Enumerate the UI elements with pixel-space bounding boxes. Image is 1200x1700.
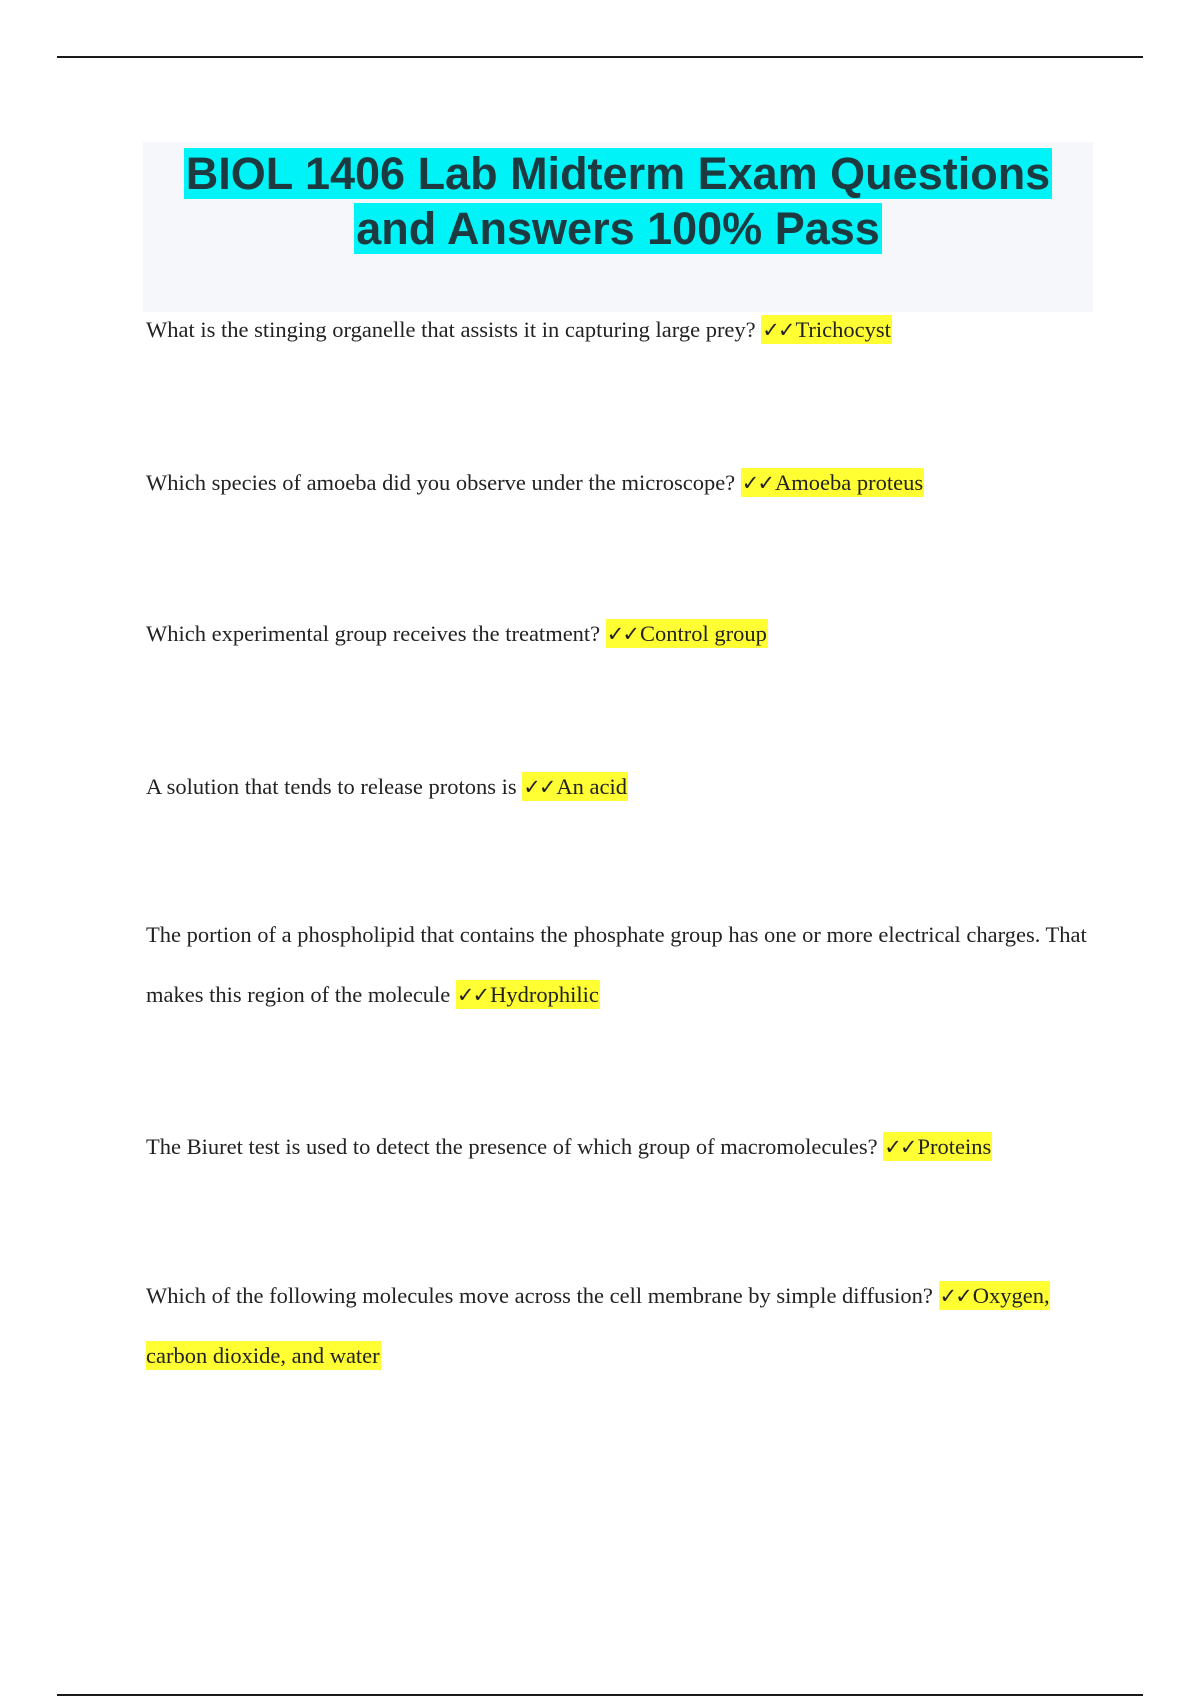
document-title [143,142,1093,256]
answer-highlight [606,619,768,648]
double-check-icon: ✓✓ [762,318,794,342]
double-check-icon: ✓✓ [523,775,555,799]
answer-text: Control group [640,621,767,646]
qa-item [146,604,1106,664]
answer-highlight [761,315,892,344]
qa-item [146,453,1106,513]
answer-highlight [522,772,628,801]
question-text: Which species of amoeba did you observe under the microscope? [146,470,736,495]
question-text: The portion of a phospholipid that contains the phosphate group has one or more electrical charges. That makes this region of the molecule [146,922,1087,1007]
qa-item [146,300,1106,360]
answer-text: Hydrophilic [490,982,599,1007]
double-check-icon: ✓✓ [884,1135,916,1159]
question-text: Which experimental group receives the treatment? [146,621,601,646]
bottom-rule [57,1694,1143,1696]
qa-item [146,905,1106,1025]
answer-highlight [883,1132,992,1161]
question-text: A solution that tends to release protons is [146,774,517,799]
answer-text: Amoeba proteus [775,470,924,495]
double-check-icon: ✓✓ [456,983,489,1007]
question-text: Which of the following molecules move across the cell membrane by simple diffusion? [146,1283,933,1308]
answer-text: An acid [556,774,628,799]
qa-item [146,1266,1106,1386]
title-line-2: and Answers 100% Pass [356,203,880,254]
title-block [143,142,1093,312]
question-text: What is the stinging organelle that assists it in capturing large prey? [146,317,756,342]
qa-item [146,1117,1106,1177]
answer-text: Oxygen, carbon dioxide, and water [146,1283,1050,1368]
top-rule [57,56,1143,58]
answer-highlight [456,980,600,1009]
double-check-icon: ✓✓ [741,471,773,495]
answer-highlight [741,468,924,497]
answer-text: Proteins [917,1134,992,1159]
qa-item [146,757,1106,817]
title-line-1: BIOL 1406 Lab Midterm Exam Questions [185,148,1051,199]
double-check-icon: ✓✓ [606,622,638,646]
question-text: The Biuret test is used to detect the presence of which group of macromolecules? [146,1134,878,1159]
double-check-icon: ✓✓ [939,1284,971,1308]
answer-text: Trichocyst [795,317,891,342]
